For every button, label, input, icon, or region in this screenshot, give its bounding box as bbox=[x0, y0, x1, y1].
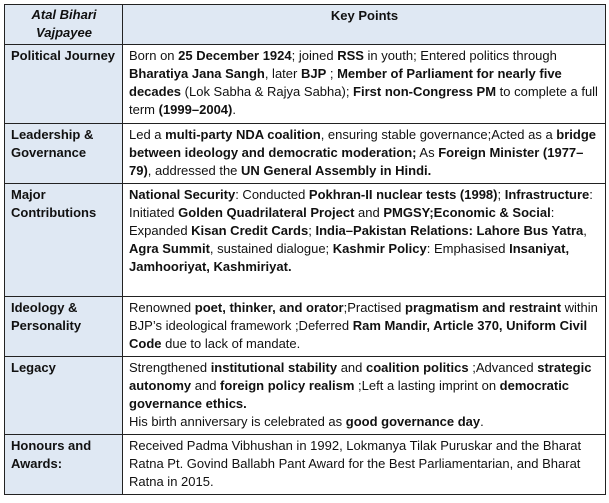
emphasis-text: Member of Parliament for nearly five decades bbox=[129, 66, 562, 99]
body-text: and bbox=[191, 378, 221, 393]
vajpayee-key-points-table bbox=[4, 4, 606, 495]
row-legacy bbox=[5, 357, 606, 435]
body-text: and bbox=[354, 205, 384, 220]
body-text: ;Left a lasting imprint on bbox=[354, 378, 500, 393]
body-text: , addressed the bbox=[147, 163, 242, 178]
body-text: As bbox=[416, 145, 439, 160]
row-content bbox=[123, 357, 606, 435]
body-text: to complete a full term bbox=[129, 84, 598, 117]
emphasis-text: Insaniyat, Jamhooriyat, Kashmiriyat. bbox=[129, 241, 570, 274]
body-text: . bbox=[232, 102, 236, 117]
emphasis-text: pragmatism and restraint bbox=[405, 300, 562, 315]
body-text: : Conducted bbox=[235, 187, 309, 202]
body-text: . bbox=[480, 414, 484, 429]
body-text: , bbox=[583, 223, 587, 238]
row-political-journey bbox=[5, 45, 606, 124]
row-label: Honours and Awards: bbox=[5, 435, 123, 495]
row-honours-awards bbox=[5, 435, 606, 495]
emphasis-text: foreign policy realism bbox=[220, 378, 355, 393]
emphasis-text: institutional stability bbox=[210, 360, 338, 375]
emphasis-text: Bharatiya Jana Sangh bbox=[129, 66, 265, 81]
emphasis-text: multi-party NDA coalition bbox=[165, 127, 321, 142]
body-text: ; bbox=[308, 223, 316, 238]
body-text: Renowned bbox=[129, 300, 195, 315]
body-text: , later bbox=[264, 66, 301, 81]
body-text: ;Advanced bbox=[468, 360, 538, 375]
body-text: , ensuring stable governance;Acted as a bbox=[320, 127, 557, 142]
row-major-contributions bbox=[5, 184, 606, 297]
emphasis-text: democratic governance ethics. bbox=[129, 378, 570, 411]
body-text: : Initiated bbox=[129, 187, 593, 220]
body-text: (Lok Sabha & Rajya Sabha); bbox=[181, 84, 354, 99]
body-text: and bbox=[337, 360, 367, 375]
emphasis-text: India–Pakistan Relations: Lahore Bus Yatra bbox=[315, 223, 584, 238]
emphasis-text: bridge between ideology and democratic moderation; bbox=[129, 127, 597, 160]
row-content bbox=[123, 297, 606, 357]
emphasis-text: Kashmir Policy bbox=[332, 241, 427, 256]
row-label: Ideology & Personality bbox=[5, 297, 123, 357]
row-content bbox=[123, 45, 606, 124]
emphasis-text: Kisan Credit Cards bbox=[191, 223, 309, 238]
row-content bbox=[123, 124, 606, 184]
body-text: within BJP’s ideological framework ;Deferred bbox=[129, 300, 598, 333]
body-text: Led a bbox=[129, 127, 166, 142]
body-text: Born on bbox=[129, 48, 179, 63]
emphasis-text: First non-Congress PM bbox=[353, 84, 497, 99]
emphasis-text: PMGSY;Economic & Social bbox=[383, 205, 551, 220]
emphasis-text: 25 December 1924 bbox=[178, 48, 292, 63]
emphasis-text: BJP bbox=[300, 66, 327, 81]
header-name-cell: Atal Bihari Vajpayee bbox=[5, 5, 123, 45]
row-label: Political Journey bbox=[5, 45, 123, 124]
body-text: : Expanded bbox=[129, 205, 555, 238]
emphasis-text: Infrastructure bbox=[504, 187, 590, 202]
emphasis-text: coalition politics bbox=[366, 360, 469, 375]
header-key-points-cell: Key Points bbox=[123, 5, 606, 45]
body-text: ;Practised bbox=[343, 300, 405, 315]
row-label: Major Contributions bbox=[5, 184, 123, 297]
emphasis-text: strategic autonomy bbox=[129, 360, 592, 393]
header-row bbox=[5, 5, 606, 45]
emphasis-text: National Security bbox=[129, 187, 236, 202]
body-text: Received Padma Vibhushan in 1992, Lokmanya Tilak Puruskar and the Bharat Ratna Pt. Govind Ballabh Pant Award for the Best Parliamentarian, and Bharat Ratna in 2015. bbox=[129, 438, 582, 489]
emphasis-text: Agra Summit bbox=[129, 241, 210, 256]
emphasis-text: good governance day bbox=[345, 414, 481, 429]
row-label: Leadership & Governance bbox=[5, 124, 123, 184]
emphasis-text: (1999–2004) bbox=[158, 102, 233, 117]
row-ideology-personality bbox=[5, 297, 606, 357]
body-text: ; bbox=[497, 187, 505, 202]
emphasis-text: Golden Quadrilateral Project bbox=[178, 205, 355, 220]
body-text: due to lack of mandate. bbox=[161, 336, 301, 351]
emphasis-text: UN General Assembly in Hindi. bbox=[241, 163, 432, 178]
emphasis-text: poet, thinker, and orator bbox=[194, 300, 344, 315]
emphasis-text: Pokhran-II nuclear tests (1998) bbox=[308, 187, 498, 202]
row-leadership-governance bbox=[5, 124, 606, 184]
row-content bbox=[123, 435, 606, 495]
body-text: ; bbox=[326, 66, 338, 81]
body-text: : Emphasised bbox=[426, 241, 510, 256]
row-label: Legacy bbox=[5, 357, 123, 435]
body-text: ; joined bbox=[291, 48, 338, 63]
emphasis-text: Foreign Minister (1977–79) bbox=[129, 145, 584, 178]
body-text: His birth anniversary is celebrated as bbox=[129, 414, 346, 429]
row-content bbox=[123, 184, 606, 297]
body-text: in youth; Entered politics through bbox=[363, 48, 557, 63]
emphasis-text: RSS bbox=[337, 48, 364, 63]
body-text: Strengthened bbox=[129, 360, 211, 375]
body-text: , sustained dialogue; bbox=[209, 241, 333, 256]
emphasis-text: Ram Mandir, Article 370, Uniform Civil Code bbox=[129, 318, 588, 351]
